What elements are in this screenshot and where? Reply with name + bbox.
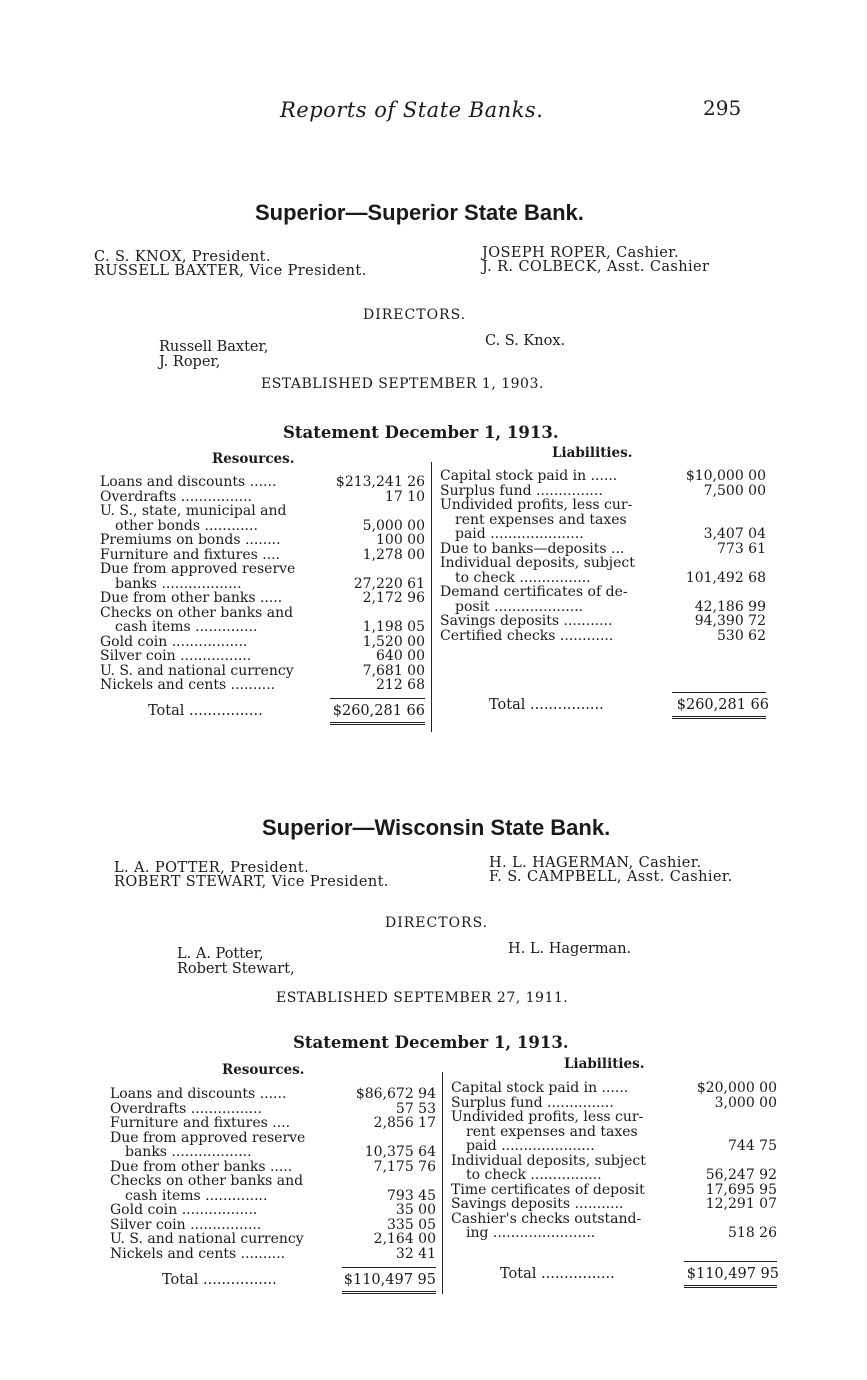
line-amount: 12,291 07 [705, 1196, 777, 1212]
line-amount: 100 00 [376, 532, 425, 548]
line-label: Due from approved reserve [110, 1129, 306, 1146]
total-label: Total ................ [148, 703, 263, 719]
officer-asst-cashier: F. S. CAMPBELL, Asst. Cashier. [489, 869, 733, 885]
statement-line [440, 571, 766, 586]
line-amount: 744 75 [728, 1138, 777, 1154]
line-label: Certified checks ............ [440, 627, 614, 644]
statement-line [110, 1174, 436, 1189]
line-label: Checks on other banks and [100, 604, 294, 621]
line-label: Loans and discounts ...... [110, 1086, 287, 1102]
line-amount: 10,375 64 [364, 1144, 436, 1160]
line-label: Furniture and fixtures .... [100, 546, 281, 563]
liabilities-list [440, 469, 766, 643]
line-label: other bonds ............ [115, 517, 258, 534]
line-label: to check ................ [455, 569, 591, 586]
officers-right [482, 246, 709, 274]
line-label: Individual deposits, subject [440, 555, 635, 571]
total-rule [330, 698, 425, 699]
directors-left [159, 340, 268, 370]
statement-line [451, 1183, 777, 1198]
statement-line [110, 1116, 436, 1131]
statement-line [110, 1102, 436, 1117]
statement-line [110, 1203, 436, 1218]
officer-vice-president: ROBERT STEWART, Vice President. [114, 874, 389, 890]
total-rule [672, 692, 766, 693]
director-name: Robert Stewart, [177, 961, 295, 977]
line-label: Undivided profits, less cur- [440, 497, 633, 513]
resources-list [110, 1087, 436, 1261]
line-amount: 57 53 [395, 1100, 436, 1117]
officer-asst-cashier: J. R. COLBECK, Asst. Cashier [482, 259, 710, 275]
director-name: L. A. Potter, [177, 946, 264, 962]
established-date: ESTABLISHED SEPTEMBER 27, 1911. [276, 990, 569, 1006]
line-amount: 212 68 [376, 677, 425, 693]
statement-line [451, 1125, 777, 1140]
line-amount: 17,695 95 [705, 1181, 777, 1198]
line-label: Surplus fund ............... [451, 1094, 614, 1111]
line-amount: 1,520 00 [362, 633, 425, 650]
liabilities-list [451, 1081, 777, 1241]
statement-line [451, 1139, 777, 1154]
line-amount: 793 45 [387, 1187, 436, 1204]
line-label: Nickels and cents .......... [110, 1245, 286, 1262]
line-label: Savings deposits ........... [440, 613, 613, 629]
statement-title: Statement December 1, 1913. [293, 1033, 569, 1052]
line-amount: 640 00 [376, 648, 425, 664]
running-title: Reports of State Banks. [280, 98, 544, 122]
column-divider [442, 1072, 443, 1294]
line-label: banks .................. [115, 575, 242, 592]
statement-title: Statement December 1, 1913. [283, 423, 559, 442]
directors-right [485, 334, 565, 349]
line-label: Nickels and cents .......... [100, 677, 276, 693]
statement-line [100, 606, 425, 621]
statement-line [440, 600, 766, 615]
line-amount: 7,500 00 [703, 482, 766, 499]
line-amount: 27,220 61 [353, 575, 425, 592]
line-amount: 2,164 00 [373, 1231, 436, 1247]
statement-line [440, 498, 766, 513]
officer-cashier: H. L. HAGERMAN, Cashier. [489, 855, 702, 871]
total-label: Total ................ [500, 1266, 615, 1282]
total-double-rule [330, 722, 425, 725]
line-label: Due to banks—deposits ... [440, 540, 625, 557]
statement-line [100, 475, 425, 490]
statement-line [110, 1218, 436, 1233]
line-label: U. S., state, municipal and [100, 503, 287, 519]
statement-line [451, 1096, 777, 1111]
officers-left [94, 250, 367, 278]
total-label: Total ................ [162, 1272, 277, 1288]
statement-line [451, 1154, 777, 1169]
line-label: to check ................ [466, 1167, 602, 1183]
line-amount: 17 10 [384, 488, 425, 505]
line-label: cash items .............. [125, 1187, 268, 1204]
liabilities-heading: Liabilities. [564, 1056, 645, 1072]
line-amount: 5,000 00 [362, 517, 425, 534]
officer-cashier: JOSEPH ROPER, Cashier. [482, 245, 679, 261]
statement-line [110, 1145, 436, 1160]
director-name: H. L. Hagerman. [508, 941, 632, 957]
statement-line [440, 629, 766, 644]
line-amount: $213,241 26 [335, 474, 425, 490]
director-name: J. Roper, [159, 354, 221, 370]
line-label: Cashier's checks outstand- [451, 1210, 642, 1227]
line-amount: 3,407 04 [703, 526, 766, 542]
statement-line [100, 562, 425, 577]
statement-line [451, 1110, 777, 1125]
line-label: rent expenses and taxes [455, 511, 627, 528]
officers-right [489, 856, 733, 884]
officer-president: L. A. POTTER, President. [114, 860, 310, 876]
line-amount: 32 41 [395, 1245, 436, 1262]
statement-line [110, 1232, 436, 1247]
line-label: Capital stock paid in ...... [440, 468, 618, 484]
line-label: Furniture and fixtures .... [110, 1115, 291, 1131]
statement-line [440, 556, 766, 571]
liabilities-total: $110,497 95 [686, 1266, 779, 1282]
resources-heading: Resources. [212, 451, 295, 467]
statement-line [110, 1160, 436, 1175]
statement-line [440, 585, 766, 600]
line-label: Surplus fund ............... [440, 482, 603, 499]
statement-line [110, 1131, 436, 1146]
statement-line [100, 490, 425, 505]
line-label: cash items .............. [115, 619, 258, 635]
total-double-rule [342, 1291, 436, 1294]
line-amount: 56,247 92 [705, 1167, 777, 1183]
statement-line [451, 1081, 777, 1096]
line-label: paid ..................... [466, 1138, 595, 1154]
line-amount: 2,172 96 [362, 590, 425, 606]
line-label: banks .................. [125, 1144, 252, 1160]
line-label: Savings deposits ........... [451, 1196, 624, 1212]
statement-line [440, 513, 766, 528]
statement-line [100, 620, 425, 635]
officer-president: C. S. KNOX, President. [94, 249, 271, 265]
line-amount: 3,000 00 [714, 1094, 777, 1111]
directors-heading: DIRECTORS. [385, 915, 489, 931]
line-amount: 2,856 17 [373, 1115, 436, 1131]
statement-line [100, 635, 425, 650]
statement-line [110, 1247, 436, 1262]
statement-line [100, 649, 425, 664]
statement-line [440, 469, 766, 484]
line-amount: 42,186 99 [694, 598, 766, 615]
officers-left [114, 861, 389, 889]
statement-line [451, 1212, 777, 1227]
line-amount: 1,278 00 [362, 546, 425, 563]
directors-right [508, 942, 631, 957]
bank-title: Superior—Wisconsin State Bank. [262, 815, 611, 840]
statement-line [100, 504, 425, 519]
line-amount: 773 61 [717, 540, 766, 557]
line-amount: 530 62 [717, 627, 766, 644]
statement-line [110, 1087, 436, 1102]
line-label: Overdrafts ................ [110, 1100, 263, 1117]
line-amount: 94,390 72 [694, 613, 766, 629]
line-label: Time certificates of deposit [451, 1181, 645, 1198]
total-rule [684, 1261, 777, 1262]
officer-vice-president: RUSSELL BAXTER, Vice President. [94, 263, 367, 279]
resources-heading: Resources. [222, 1062, 305, 1078]
statement-line [100, 577, 425, 592]
line-label: Gold coin ................. [110, 1202, 258, 1218]
line-label: posit .................... [455, 598, 584, 615]
resources-total: $260,281 66 [332, 703, 425, 719]
line-amount: 335 05 [387, 1216, 436, 1233]
total-rule [342, 1267, 436, 1268]
statement-line [100, 548, 425, 563]
statement-line [451, 1226, 777, 1241]
statement-line [440, 484, 766, 499]
line-label: Due from approved reserve [100, 561, 296, 577]
line-amount: $20,000 00 [696, 1080, 777, 1096]
line-label: Individual deposits, subject [451, 1152, 646, 1169]
resources-list [100, 475, 425, 693]
line-label: Due from other banks ..... [110, 1158, 293, 1175]
director-name: Russell Baxter, [159, 339, 269, 355]
total-double-rule [672, 716, 766, 719]
line-label: ing ....................... [466, 1225, 596, 1241]
line-label: Premiums on bonds ........ [100, 532, 281, 548]
line-label: U. S. and national currency [110, 1231, 304, 1247]
line-label: Capital stock paid in ...... [451, 1080, 629, 1096]
director-name: C. S. Knox. [485, 333, 566, 349]
statement-line [451, 1168, 777, 1183]
directors-heading: DIRECTORS. [363, 307, 467, 323]
column-divider [431, 462, 432, 732]
statement-line [440, 542, 766, 557]
statement-line [440, 614, 766, 629]
statement-line [110, 1189, 436, 1204]
total-label: Total ................ [489, 697, 604, 713]
line-amount: 7,681 00 [362, 662, 425, 679]
established-date: ESTABLISHED SEPTEMBER 1, 1903. [261, 376, 544, 392]
line-label: paid ..................... [455, 526, 584, 542]
statement-line [100, 533, 425, 548]
line-amount: 518 26 [728, 1225, 777, 1241]
statement-line [440, 527, 766, 542]
line-label: Undivided profits, less cur- [451, 1109, 644, 1125]
liabilities-total: $260,281 66 [676, 697, 769, 713]
statement-line [100, 591, 425, 606]
line-amount: 35 00 [395, 1202, 436, 1218]
line-label: Gold coin ................. [100, 633, 248, 650]
line-label: Silver coin ................ [110, 1216, 262, 1233]
line-amount: 7,175 76 [373, 1158, 436, 1175]
line-label: Checks on other banks and [110, 1173, 304, 1189]
statement-line [451, 1197, 777, 1212]
line-amount: 101,492 68 [685, 569, 766, 586]
statement-line [100, 664, 425, 679]
line-label: rent expenses and taxes [466, 1123, 638, 1140]
line-label: U. S. and national currency [100, 662, 294, 679]
resources-total: $110,497 95 [343, 1272, 436, 1288]
bank-title: Superior—Superior State Bank. [255, 200, 584, 225]
line-label: Loans and discounts ...... [100, 474, 277, 490]
line-label: Due from other banks ..... [100, 590, 283, 606]
line-label: Demand certificates of de- [440, 584, 628, 600]
statement-line [100, 678, 425, 693]
line-amount: $86,672 94 [355, 1086, 436, 1102]
directors-left [177, 947, 295, 977]
liabilities-heading: Liabilities. [552, 445, 633, 461]
page-number: 295 [703, 96, 742, 120]
statement-line [100, 519, 425, 534]
line-label: Overdrafts ................ [100, 488, 253, 505]
line-amount: 1,198 05 [362, 619, 425, 635]
line-amount: $10,000 00 [685, 468, 766, 484]
total-double-rule [684, 1285, 777, 1288]
line-label: Silver coin ................ [100, 648, 252, 664]
